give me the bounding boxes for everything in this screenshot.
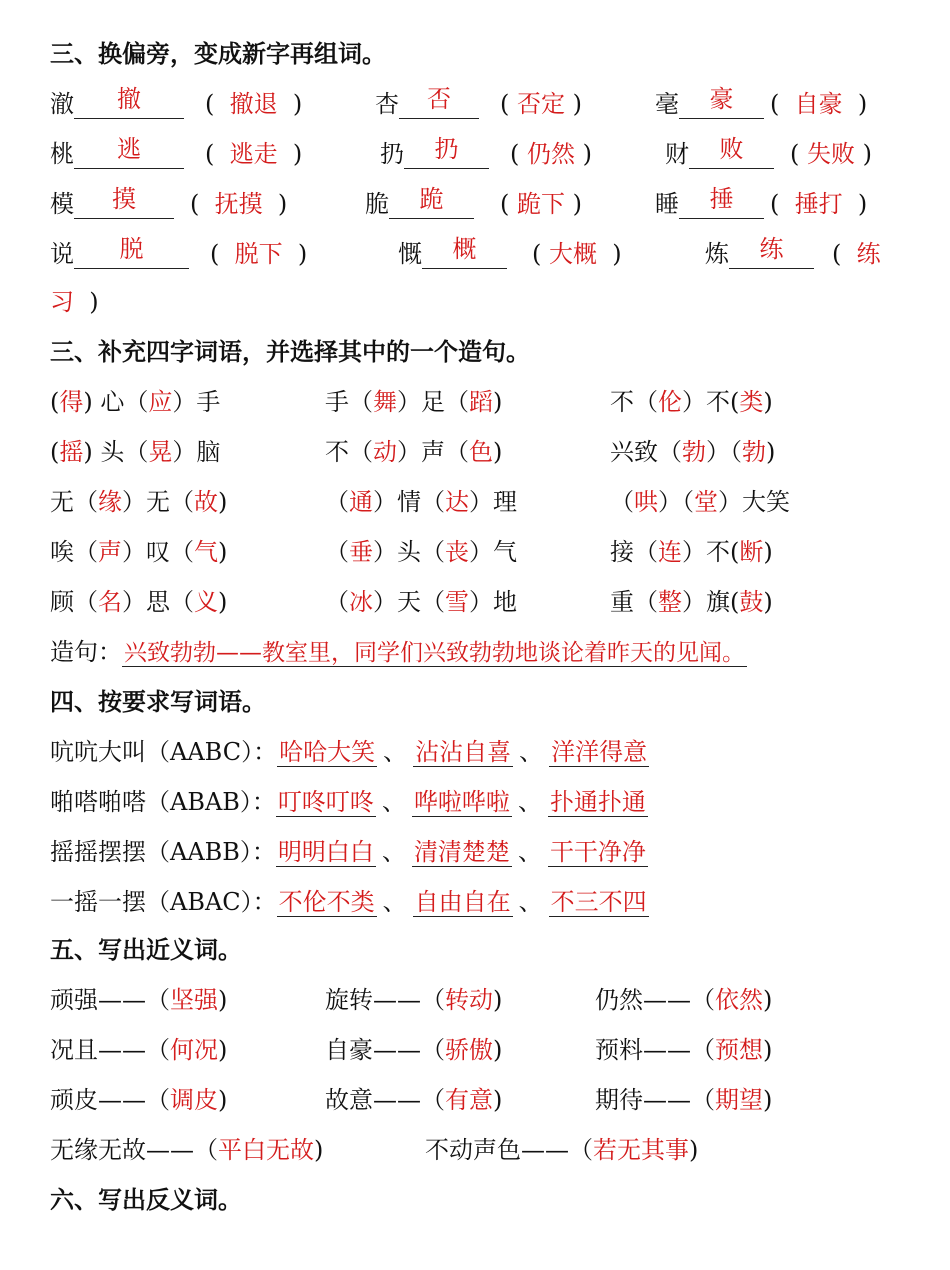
idiom-item: （哄）（堂）大笑 xyxy=(610,488,790,516)
idiom-item: 接（连）不(断) xyxy=(610,538,773,566)
s3-row: 吭吭大叫（AABC）：哈哈大笑 、 沾沾自喜 、 洋洋得意 xyxy=(50,738,648,766)
s1-row-2 xyxy=(50,132,910,176)
s1-item: 睡 捶 xyxy=(655,182,764,226)
s2-row xyxy=(50,430,910,474)
section-title: 三、换偏旁，变成新字再组词。 xyxy=(50,39,386,68)
s3-row: 摇摇摆摆（AABB）：明明白白 、 清清楚楚 、 干干净净 xyxy=(50,838,646,866)
s2-row xyxy=(50,380,910,424)
section-title: 六、写出反义词。 xyxy=(50,1185,242,1214)
synonym-item: 仍然——（依然) xyxy=(595,986,773,1014)
s1-item: 慨 概 xyxy=(398,232,507,276)
s1-word: ( 撤退 ) xyxy=(205,90,303,118)
s1-word: ( 逃走 ) xyxy=(205,140,303,168)
s1-item: 脆 跪 xyxy=(365,182,474,226)
s1-item: 财 败 xyxy=(665,132,774,176)
synonym-item: 顽皮——（调皮) xyxy=(50,1086,228,1114)
synonym-item: 自豪——（骄傲) xyxy=(325,1036,503,1064)
idiom-item: （通）情（达）理 xyxy=(325,488,517,516)
s1-item: 桃 逃 xyxy=(50,132,184,176)
synonym-item: 不动声色——（若无其事) xyxy=(425,1136,699,1164)
s1-word: ( 抚摸 ) xyxy=(190,190,288,218)
synonym-item: 故意——（有意) xyxy=(325,1086,503,1114)
synonym-item: 预料——（预想) xyxy=(595,1036,773,1064)
s1-item: 杏 否 xyxy=(375,82,479,126)
s4-row xyxy=(50,978,910,1022)
s4-row xyxy=(50,1078,910,1122)
s1-item: 扔 扔 xyxy=(380,132,489,176)
idiom-item: 不（伦）不(类) xyxy=(610,388,773,416)
s1-item: 毫 豪 xyxy=(655,82,764,126)
section-title: 五、写出近义词。 xyxy=(50,935,242,964)
s1-row-3 xyxy=(50,182,910,226)
s1-word: ( 大概 ) xyxy=(532,240,622,268)
section-title: 三、补充四字词语，并选择其中的一个造句。 xyxy=(50,337,530,366)
idiom-item: （垂）头（丧）气 xyxy=(325,538,517,566)
synonym-item: 顽强——（坚强) xyxy=(50,986,228,1014)
s1-word: ( 脱下 ) xyxy=(210,240,308,268)
idiom-item: (摇) 头（晃）脑 xyxy=(50,438,221,466)
sentence-line: 造句：兴致勃勃——教室里，同学们兴致勃勃地谈论着昨天的见闻。 xyxy=(50,638,745,666)
idiom-item: （冰）天（雪）地 xyxy=(325,588,517,616)
idiom-item: (得) 心（应）手 xyxy=(50,388,221,416)
s1-word: ( 失败 ) xyxy=(790,140,872,168)
s2-row xyxy=(50,530,910,574)
synonym-item: 无缘无故——（平白无故) xyxy=(50,1136,324,1164)
s1-word: ( 练 xyxy=(832,240,881,268)
s1-word: ( 自豪 ) xyxy=(770,90,868,118)
s3-row: 啪嗒啪嗒（ABAB）：叮咚叮咚 、 哗啦哗啦 、 扑通扑通 xyxy=(50,788,646,816)
s1-word: ( 跪下 ) xyxy=(500,190,582,218)
s1-item: 澈 撤 xyxy=(50,82,184,126)
idiom-item: 兴致（勃）（勃) xyxy=(610,438,776,466)
s1-row-1 xyxy=(50,82,910,126)
s4-row-last xyxy=(50,1128,910,1172)
s3-row: 一摇一摆（ABAC）：不伦不类 、 自由自在 、 不三不四 xyxy=(50,888,647,916)
s2-row xyxy=(50,580,910,624)
s1-word: ( 否定 ) xyxy=(500,90,582,118)
s1-row-4-cont: 习 ) xyxy=(50,288,99,316)
idiom-item: 无（缘）无（故) xyxy=(50,488,228,516)
s1-row-4 xyxy=(50,232,910,276)
idiom-item: 唉（声）叹（气) xyxy=(50,538,228,566)
idiom-item: 手（舞）足（蹈) xyxy=(325,388,503,416)
synonym-item: 旋转——（转动) xyxy=(325,986,503,1014)
idiom-item: 不（动）声（色) xyxy=(325,438,503,466)
s1-word: ( 捶打 ) xyxy=(770,190,868,218)
s2-row xyxy=(50,480,910,524)
section-title: 四、按要求写词语。 xyxy=(50,687,266,716)
s1-word: ( 仍然 ) xyxy=(510,140,592,168)
synonym-item: 况且——（何况) xyxy=(50,1036,228,1064)
synonym-item: 期待——（期望) xyxy=(595,1086,773,1114)
s1-item: 炼 练 xyxy=(705,232,814,276)
idiom-item: 重（整）旗(鼓) xyxy=(610,588,773,616)
s4-row xyxy=(50,1028,910,1072)
idiom-item: 顾（名）思（义) xyxy=(50,588,228,616)
s1-item: 说 脱 xyxy=(50,232,189,276)
s1-item: 模 摸 xyxy=(50,182,174,226)
